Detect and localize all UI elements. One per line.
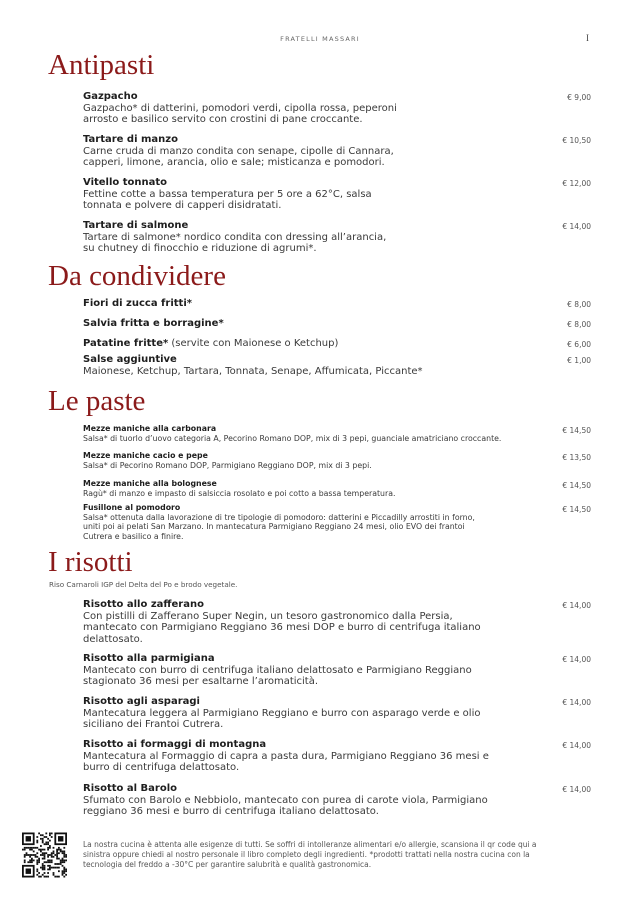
menu-item	[83, 298, 523, 310]
dish-price: € 14,00	[562, 655, 591, 664]
section-title-condividere: Da condividere	[48, 260, 226, 292]
dish-name-text: Risotto ai formaggi di montagna	[83, 739, 267, 750]
dish-description-line: Sfumato con Barolo e Nebbiolo, mantecato con purea di carote viola, Parmigiano	[83, 794, 488, 806]
dish-description-line: delattosato.	[83, 633, 143, 645]
menu-item	[83, 91, 523, 126]
menu-item	[83, 134, 523, 169]
menu-item	[83, 479, 553, 498]
dish-price: € 8,00	[567, 320, 591, 329]
dish-name	[83, 354, 523, 366]
dish-note: (servite con Maionese o Ketchup)	[168, 338, 339, 349]
dish-price: € 14,50	[562, 426, 591, 435]
dish-description-line: Fettine cotte a bassa temperatura per 5 ore a 62°C, salsa	[83, 188, 372, 200]
dish-price: € 10,50	[562, 136, 591, 145]
page-number: I	[586, 33, 589, 43]
dish-description-line: siciliano dei Frantoi Cutrera.	[83, 719, 224, 730]
dish-price: € 6,00	[567, 340, 591, 349]
allergen-note-line: sinistra oppure chiedi al nostro personale il libro completo degli ingredienti. *prodotti trattati nella nostra cucina con la	[83, 850, 530, 859]
section-title-paste: Le paste	[48, 385, 146, 417]
dish-description-line: Mantecatura al Formaggio di capra a pasta dura, Parmigiano Reggiano 36 mesi e	[83, 750, 489, 762]
risotti-subtitle: Riso Carnaroli IGP del Delta del Po e brodo vegetale.	[49, 580, 238, 589]
dish-name-text: Risotto al Barolo	[83, 783, 177, 794]
dish-name-text: Salse aggiuntive	[83, 354, 177, 365]
dish-price: € 12,00	[562, 179, 591, 188]
dish-description-line: Salsa* di Pecorino Romano DOP, Parmigiano Reggiano DOP, mix di 3 pepi.	[83, 460, 372, 470]
dish-name-text: Mezze maniche cacio e pepe	[83, 451, 208, 460]
allergen-note-line: tecnologia del freddo a -30°C per garantire salubrità e qualità gastronomica.	[83, 860, 372, 869]
dish-description-line: mantecato con Parmigiano Reggiano 36 mesi DOP e burro di centrifuga italiano	[83, 622, 481, 633]
section-title-antipasti: Antipasti	[48, 49, 155, 81]
dish-description-line: reggiano 36 mesi e burro di centrifuga italiano delattosato.	[83, 806, 379, 817]
dish-name-text: Tartare di salmone	[83, 220, 189, 231]
dish-description-line: su chutney di finocchio e riduzione di agrumi*.	[83, 243, 317, 254]
menu-item	[83, 424, 553, 443]
dish-name-text: Mezze maniche alla bolognese	[83, 479, 217, 488]
section-title-risotti: I risotti	[48, 546, 133, 578]
dish-description-line: Mantecatura leggera al Parmigiano Reggiano e burro con asparago verde e olio	[83, 707, 481, 719]
dish-name-text: Risotto allo zafferano	[83, 599, 204, 610]
dish-price: € 14,00	[562, 222, 591, 231]
dish-description-line: Carne cruda di manzo condita con senape, cipolle di Cannara,	[83, 145, 394, 157]
dish-price: € 8,00	[567, 300, 591, 309]
dish-description-line: Ragù* di manzo e impasto di salsiccia rosolato e poi cotto a bassa temperatura.	[83, 488, 396, 498]
dish-description-line: Gazpacho* di datterini, pomodori verdi, cipolla rossa, peperoni	[83, 102, 397, 114]
brand-header: FRATELLI MASSARI	[280, 35, 360, 43]
menu-item	[83, 318, 523, 330]
dish-name	[83, 298, 523, 310]
menu-item	[83, 783, 523, 818]
dish-description-line: uniti poi ai pelati San Marzano. In mantecatura Parmigiano Reggiano 24 mesi, olio EVO dei frantoi	[83, 522, 465, 532]
allergen-note-line: La nostra cucina è attenta alle esigenze di tutti. Se soffri di intolleranze alimentari e/o allergie, scansiona il qr code qui a	[83, 840, 537, 849]
dish-price: € 13,50	[562, 453, 591, 462]
menu-item	[83, 599, 523, 645]
dish-name-text: Salvia fritta e borragine*	[83, 318, 224, 329]
allergen-qr-code[interactable]	[22, 832, 67, 878]
dish-name	[83, 451, 553, 461]
dish-name	[83, 91, 523, 103]
menu-item	[83, 696, 523, 731]
dish-name	[83, 424, 553, 434]
dish-name	[83, 479, 553, 489]
dish-description-line: burro di centrifuga delattosato.	[83, 762, 240, 773]
dish-description-line: Tartare di salmone* nordico condita con dressing all’arancia,	[83, 231, 387, 243]
dish-name	[83, 696, 523, 708]
dish-name-text: Mezze maniche alla carbonara	[83, 424, 217, 433]
allergen-note	[83, 840, 573, 870]
dish-price: € 14,00	[562, 785, 591, 794]
dish-description-line: arrosto e basilico servito con crostini di pane croccante.	[83, 114, 363, 125]
dish-description-line: capperi, limone, arancia, olio e sale; misticanza e pomodori.	[83, 157, 385, 168]
menu-item	[83, 503, 553, 542]
menu-item	[83, 653, 523, 688]
dish-name	[83, 599, 523, 611]
dish-price: € 14,00	[562, 741, 591, 750]
dish-price: € 9,00	[567, 93, 591, 102]
dish-name-text: Gazpacho	[83, 91, 138, 102]
dish-name-text: Risotto agli asparagi	[83, 696, 200, 707]
menu-item	[83, 338, 523, 350]
dish-description-line: Maionese, Ketchup, Tartara, Tonnata, Senape, Affumicata, Piccante*	[83, 365, 423, 377]
dish-name	[83, 220, 523, 232]
dish-description-line: stagionato 36 mesi per esaltarne l’aromaticità.	[83, 676, 319, 687]
dish-name	[83, 338, 523, 350]
dish-description-line: Salsa* di tuorlo d’uovo categoria A, Pecorino Romano DOP, mix di 3 pepi, guanciale amatriciano croccante.	[83, 433, 502, 443]
dish-description-line: Mantecato con burro di centrifuga italiano delattosato e Parmigiano Reggiano	[83, 664, 472, 676]
dish-price: € 14,00	[562, 698, 591, 707]
dish-name	[83, 739, 523, 751]
dish-price: € 14,00	[562, 601, 591, 610]
menu-item	[83, 451, 553, 470]
dish-price: € 1,00	[567, 356, 591, 365]
dish-name	[83, 318, 523, 330]
dish-name-text: Fiori di zucca fritti*	[83, 298, 192, 309]
menu-item	[83, 739, 523, 774]
dish-name	[83, 503, 553, 513]
dish-price: € 14,50	[562, 505, 591, 514]
menu-item	[83, 220, 523, 255]
dish-name-text: Vitello tonnato	[83, 177, 168, 188]
dish-description-line: Cutrera e basilico a finire.	[83, 531, 184, 541]
dish-name	[83, 177, 523, 189]
dish-description-line: Con pistilli di Zafferano Super Negin, un tesoro gastronomico dalla Persia,	[83, 610, 453, 622]
dish-description-line: Salsa* ottenuta dalla lavorazione di tre tipologie di pomodoro: datterini e Piccadilly arrostiti in forno,	[83, 512, 475, 522]
dish-price: € 14,50	[562, 481, 591, 490]
dish-name-text: Risotto alla parmigiana	[83, 653, 215, 664]
dish-name	[83, 653, 523, 665]
dish-name-text: Patatine fritte*	[83, 338, 169, 349]
dish-name-text: Tartare di manzo	[83, 134, 178, 145]
menu-item	[83, 354, 523, 377]
dish-name	[83, 134, 523, 146]
dish-name	[83, 783, 523, 795]
menu-item	[83, 177, 523, 212]
dish-name-text: Fusillone al pomodoro	[83, 503, 181, 512]
dish-description-line: tonnata e polvere di capperi disidratati.	[83, 200, 282, 211]
